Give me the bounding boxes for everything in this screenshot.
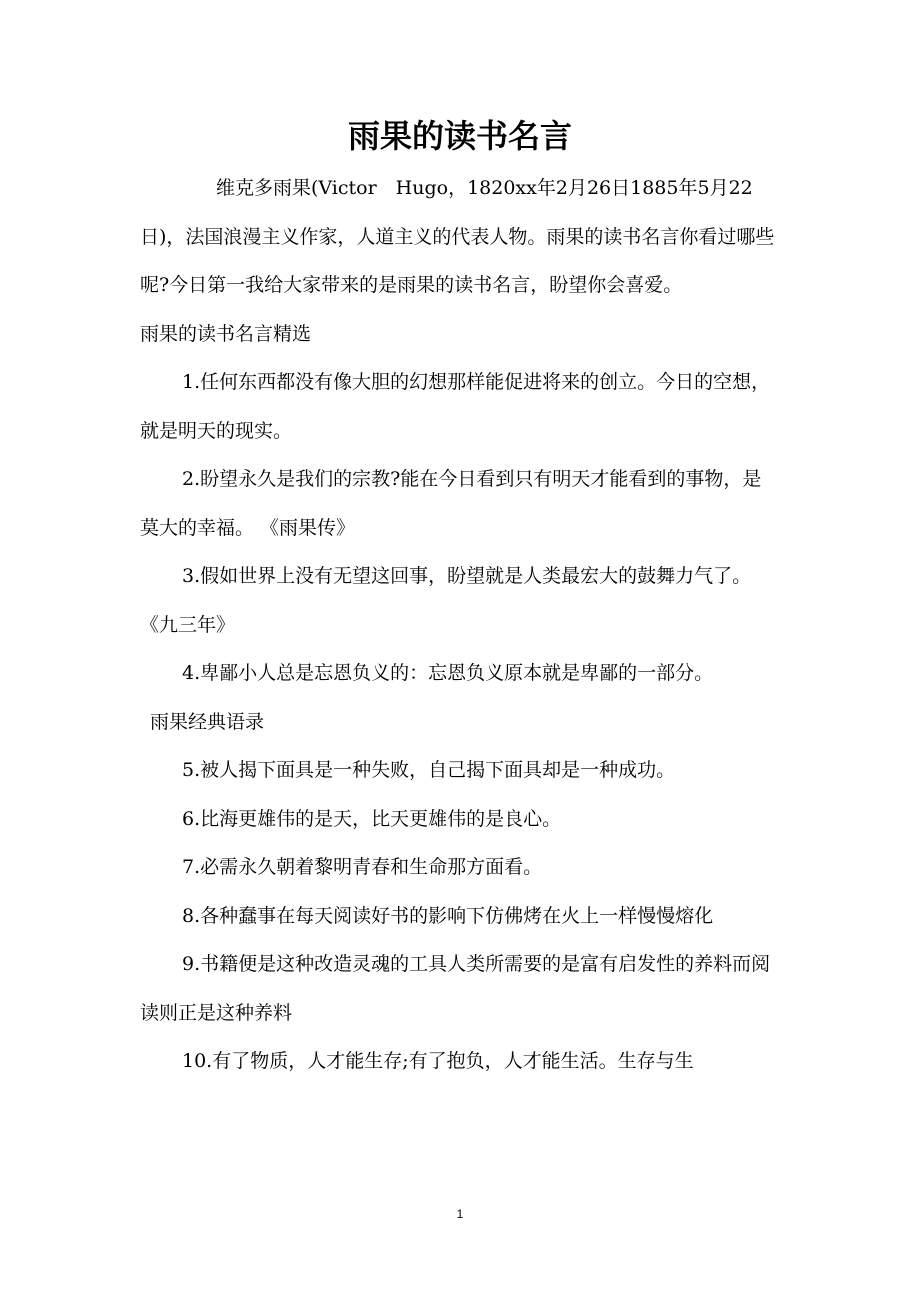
quote-paragraph: 5.被人揭下面具是一种失败，自己揭下面具却是一种成功。 <box>182 759 676 781</box>
quote-paragraph: 2.盼望永久是我们的宗教?能在今日看到只有明天才能看到的事物，是莫大的幸福。 《雨果传》 <box>140 468 762 539</box>
quote-paragraph: 9.书籍便是这种改造灵魂的工具人类所需要的是富有启发性的养料而阅读则正是这种养料 <box>140 953 771 1024</box>
section-heading-classic-quotes: 雨果经典语录 <box>150 710 265 733</box>
quote-paragraph: 8.各种蠢事在每天阅读好书的影响下仿佛烤在火上一样慢慢熔化 <box>182 904 714 927</box>
quote-paragraph: 3.假如世界上没有无望这回事，盼望就是人类最宏大的鼓舞力气了。 《九三年》 <box>140 565 752 636</box>
intro-paragraph: 维克多雨果(Victor Hugo，1820xx年2月26日1885年5月22日)，法国浪漫主义作家，人道主义的代表人物。雨果的读书名言你看过哪些呢?今日第一我给大家带来的是雨果的读书名言，盼望你会喜爱。 <box>140 177 775 296</box>
page-number: 1 <box>456 1207 464 1221</box>
document-title: 雨果的读书名言 <box>347 117 572 155</box>
quote-paragraph: 10.有了物质，人才能生存;有了抱负，人才能生活。生存与生 <box>182 1050 694 1072</box>
quote-paragraph: 7.必需永久朝着黎明青春和生命那方面看。 <box>182 856 543 878</box>
document-body <box>140 164 780 1086</box>
section-heading-selected-quotes: 雨果的读书名言精选 <box>140 322 312 345</box>
quote-paragraph: 1.任何东西都没有像大胆的幻想那样能促进将来的创立。今日的空想，就是明天的现实。 <box>140 371 771 442</box>
quote-paragraph: 4.卑鄙小人总是忘恩负义的：忘恩负义原本就是卑鄙的一部分。 <box>182 662 714 684</box>
quote-paragraph: 6.比海更雄伟的是天，比天更雄伟的是良心。 <box>182 807 562 830</box>
